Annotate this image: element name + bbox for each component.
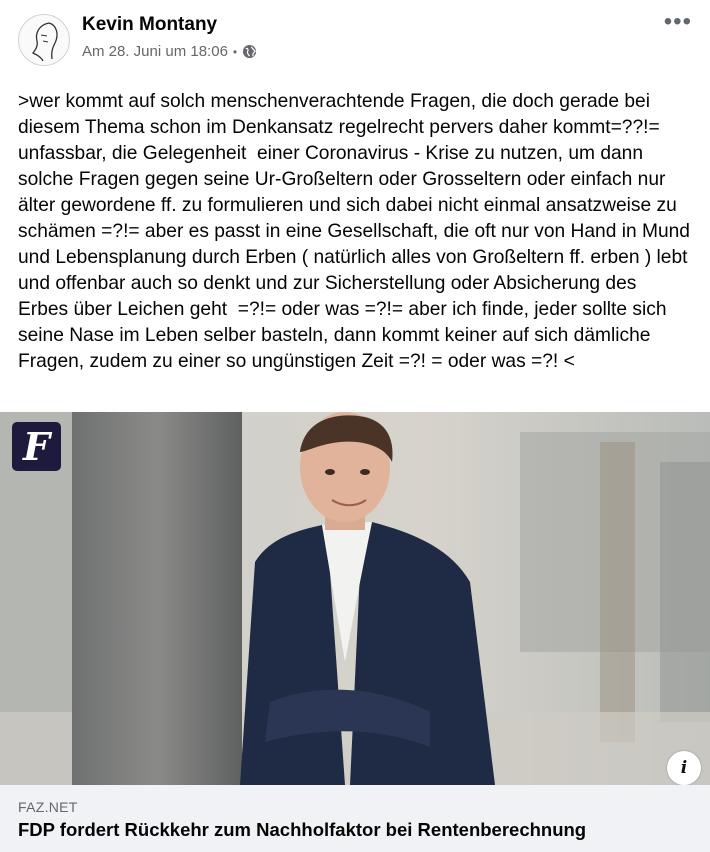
globe-icon: [242, 44, 257, 59]
link-preview[interactable]: [0, 785, 710, 852]
article-image[interactable]: [0, 412, 710, 785]
avatar[interactable]: [18, 14, 70, 66]
link-headline[interactable]: FDP fordert Rückkehr zum Nachholfaktor bei Rentenberechnung: [18, 819, 587, 840]
more-options-icon[interactable]: •••: [663, 8, 692, 35]
author-name[interactable]: Kevin Montany: [82, 14, 218, 35]
meta-separator: •: [232, 44, 238, 59]
post-meta: [82, 43, 257, 60]
faz-logo-letter: F: [23, 424, 50, 469]
info-icon[interactable]: i: [667, 751, 701, 785]
link-domain: FAZ.NET: [18, 799, 78, 815]
faz-logo: [12, 422, 61, 471]
post-text: >wer kommt auf solch menschenverachtende Fragen, die doch gerade bei diesem Thema schon im Denkansatz regelrecht pervers daher kommt=??!= unfassbar, die Gelegenheit einer Coronavirus - Krise zu nutzen, um dann solche Fragen gegen seine Ur-Großeltern oder Grosseltern oder einfach nur älter gewordene ff. zu formulieren und sich dabei nicht einmal ansatzweise zu schämen =?!= aber es passt in eine Gesellschaft, die oft nur von Hand in Mund und Lebensplanung durch Erben ( natürlich alles von Großeltern ff. erben ) lebt und offenbar auch so denkt und zur Sicherstellung oder Absicherung des Erbes über Leichen geht =?!= oder was =?!= aber ich finde, jeder sollte sich seine Nase im Leben selber basteln, dann kommt keiner auf sich dämliche Fragen, zudem zu einer so ungünstigen Zeit =?! = oder was =?! <: [18, 91, 696, 372]
post-timestamp[interactable]: Am 28. Juni um 18:06: [82, 43, 228, 60]
